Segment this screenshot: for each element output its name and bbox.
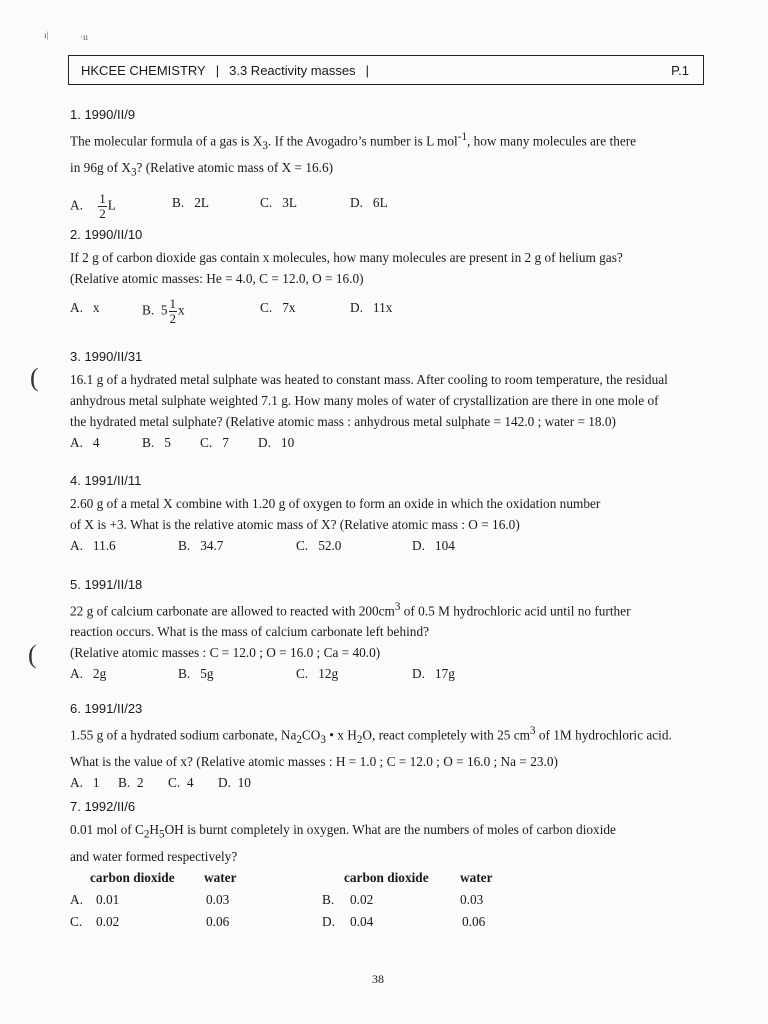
question-number: 1. 1990/II/9 [70, 107, 136, 122]
question-2 [70, 224, 735, 326]
option-letter: D. [412, 538, 425, 553]
fraction [98, 192, 107, 221]
question-1 [70, 104, 735, 221]
option-b[interactable] [142, 297, 185, 326]
option-d[interactable] [218, 772, 251, 793]
options-row [70, 663, 735, 685]
option-d[interactable] [322, 911, 335, 932]
question-text: reaction occurs. What is the mass of calcium carbonate left behind? [70, 624, 429, 640]
option-value: 0.04 [350, 913, 374, 929]
option-value: 0.01 [96, 891, 120, 907]
option-value: 0.06 [462, 913, 486, 929]
option-value: 4 [92, 435, 100, 450]
option-letter: C. [296, 666, 309, 682]
text-segment: CO [301, 727, 321, 743]
header-separator: | [215, 62, 220, 78]
answer-table-row [70, 911, 735, 933]
option-letter: A. [70, 775, 83, 791]
margin-bracket-mark: ( [30, 363, 39, 392]
question-text [70, 721, 735, 751]
option-letter: D. [412, 666, 425, 682]
option-letter: A. [70, 666, 83, 682]
subscript: 3 [262, 140, 268, 153]
superscript: 3 [394, 601, 401, 613]
option-d[interactable] [350, 297, 392, 318]
fraction-numerator: 1 [99, 190, 106, 206]
option-value: 0.03 [460, 891, 484, 907]
option-letter: A. [70, 538, 83, 553]
option-letter: A. [70, 197, 83, 213]
option-value: x [92, 300, 100, 315]
option-d[interactable] [412, 535, 455, 556]
option-value: x [178, 302, 185, 318]
option-c[interactable] [260, 297, 295, 318]
column-header-water: water [204, 869, 237, 885]
option-a[interactable] [70, 889, 83, 910]
fraction-numerator: 1 [169, 296, 177, 311]
option-letter: C. [260, 300, 273, 315]
option-letter: C. [200, 435, 213, 450]
option-value: 10 [237, 775, 251, 791]
option-value: 1 [92, 775, 100, 791]
option-value: 7 [222, 435, 229, 450]
question-number: 4. 1991/II/11 [70, 473, 142, 488]
question-number: 3. 1990/II/31 [70, 349, 143, 364]
option-c[interactable] [296, 663, 338, 684]
option-letter: D. [350, 194, 363, 210]
option-c[interactable] [260, 192, 297, 213]
option-letter: D. [322, 913, 335, 929]
text-segment: , how many molecules are there [466, 133, 637, 149]
option-letter: B. [322, 891, 335, 907]
option-b[interactable] [178, 535, 223, 556]
text-segment: • x H [325, 727, 357, 743]
option-value: 2 [136, 775, 144, 791]
question-text: (Relative atomic masses: He = 4.0, C = 12.0, O = 16.0) [70, 271, 364, 286]
header-separator: | [365, 62, 369, 78]
option-value: 2L [194, 194, 209, 210]
question-number: 6. 1991/II/23 [70, 701, 143, 716]
question-text: anhydrous metal sulphate weighted 7.1 g. How many moles of water of crystallization are there in one mole of [70, 393, 659, 408]
answer-table-header [70, 867, 735, 889]
text-segment: ? (Relative atomic mass of X = 16.6) [136, 160, 334, 176]
column-header-water: water [460, 869, 493, 885]
option-value: 11.6 [92, 538, 116, 553]
question-4 [70, 470, 735, 557]
superscript: 3 [530, 725, 536, 737]
options-row [70, 432, 735, 454]
option-letter: C. [296, 538, 309, 553]
option-a[interactable] [70, 297, 100, 318]
question-5 [70, 574, 735, 685]
question-6 [70, 698, 735, 794]
option-letter: C. [70, 913, 83, 929]
subscript: 2 [296, 734, 302, 747]
text-segment: of 0.5 M hydrochloric acid until no further [400, 603, 631, 619]
text-segment: in 96g of X [70, 160, 131, 176]
option-value: 12g [318, 666, 339, 682]
option-value: 7x [282, 300, 296, 315]
course-title: HKCEE CHEMISTRY [81, 62, 206, 78]
option-a[interactable] [70, 663, 106, 684]
text-segment: The molecular formula of a gas is X [70, 133, 263, 149]
option-d[interactable] [258, 432, 294, 453]
options-row [70, 772, 735, 794]
page-number: 38 [372, 972, 384, 986]
option-value: 4 [186, 775, 194, 791]
fraction-denominator: 2 [99, 205, 106, 221]
question-number: 5. 1991/II/18 [70, 577, 143, 592]
fraction-denominator: 2 [169, 311, 177, 326]
option-letter: D. [350, 300, 363, 315]
option-letter: C. [168, 775, 181, 791]
question-text: the hydrated metal sulphate? (Relative atomic mass : anhydrous metal sulphate = 142.0 ; water = 18.0) [70, 414, 616, 429]
question-number: 2. 1990/II/10 [70, 227, 143, 242]
option-letter: C. [260, 194, 273, 210]
option-value: 5g [200, 666, 214, 682]
answer-table-row [70, 889, 735, 911]
option-value: 0.02 [350, 891, 374, 907]
option-value: 11x [372, 300, 393, 315]
option-value: 3L [282, 194, 297, 210]
question-text: If 2 g of carbon dioxide gas contain x molecules, how many molecules are present in 2 g of helium gas? [70, 250, 623, 265]
subscript: 5 [159, 828, 165, 841]
column-header-carbon-dioxide: carbon dioxide [90, 869, 175, 885]
option-value: 2g [92, 666, 107, 682]
subscript: 2 [356, 734, 363, 747]
option-letter: A. [70, 435, 83, 450]
question-text: of X is +3. What is the relative atomic mass of X? (Relative atomic mass : O = 16.0) [70, 517, 520, 532]
question-text [70, 157, 735, 184]
question-3 [70, 346, 735, 454]
option-value: 0.06 [206, 913, 230, 929]
option-d[interactable] [350, 192, 388, 213]
margin-bracket-mark: ( [28, 640, 37, 669]
options-row [70, 535, 735, 557]
option-value: 10 [280, 435, 295, 450]
text-segment: OH is burnt completely in oxygen. What are the numbers of moles of carbon dioxide [164, 822, 616, 837]
options-row [70, 291, 735, 326]
text-segment: H [149, 822, 160, 837]
scan-mark: ·ıı [80, 32, 88, 42]
subscript: 3 [320, 734, 326, 747]
text-segment: O, react completely with 25 cm [362, 727, 531, 743]
text-segment: 1.55 g of a hydrated sodium carbonate, Na [70, 727, 297, 743]
option-letter: B. [178, 666, 191, 682]
question-text: What is the value of x? (Relative atomic masses : H = 1.0 ; C = 12.0 ; O = 16.0 ; Na = 23.0) [70, 754, 558, 770]
options-row [70, 186, 735, 221]
option-d[interactable] [412, 663, 455, 684]
subscript: 3 [130, 166, 137, 179]
subscript: 2 [143, 828, 150, 841]
option-value: 6L [372, 194, 388, 210]
option-letter: B. [142, 435, 155, 450]
scan-mark: ı| [44, 30, 49, 40]
page-header [68, 55, 704, 85]
superscript: -1 [457, 131, 467, 143]
question-text: (Relative atomic masses : C = 12.0 ; O = 16.0 ; Ca = 40.0) [70, 645, 381, 661]
option-letter: D. [258, 435, 271, 450]
question-text: and water formed respectively? [70, 848, 238, 864]
option-c[interactable] [70, 911, 82, 932]
option-b[interactable] [178, 663, 213, 684]
option-value: 17g [434, 666, 455, 682]
option-letter: B. [172, 194, 185, 210]
option-value: 104 [434, 538, 455, 553]
option-letter: D. [218, 775, 231, 791]
option-value: 52.0 [318, 538, 342, 553]
topic-title: 3.3 Reactivity masses [229, 62, 356, 78]
option-value: 5 [164, 435, 171, 450]
option-a[interactable] [70, 535, 116, 556]
question-number: 7. 1992/II/6 [70, 799, 136, 814]
option-b[interactable] [118, 772, 144, 793]
question-text: 2.60 g of a metal X combine with 1.20 g of oxygen to form an oxide in which the oxidation number [70, 496, 601, 511]
option-value: 0.03 [206, 891, 230, 907]
fraction [169, 297, 178, 326]
text-segment: . If the Avogadro’s number is L mol [267, 133, 458, 149]
text-segment: 22 g of calcium carbonate are allowed to reacted with 200cm [70, 603, 395, 619]
option-letter: B. [142, 302, 155, 318]
question-text: 16.1 g of a hydrated metal sulphate was heated to constant mass. After cooling to room temperature, the residual [70, 372, 668, 387]
text-segment: 0.01 mol of C [70, 822, 144, 837]
option-letter: B. [178, 538, 191, 553]
question-text [70, 127, 735, 157]
question-7 [70, 796, 735, 933]
column-header-carbon-dioxide: carbon dioxide [344, 869, 429, 885]
option-b[interactable] [142, 432, 171, 453]
option-value: 34.7 [200, 538, 224, 553]
question-text [70, 819, 735, 846]
option-letter: B. [118, 775, 131, 791]
option-a[interactable] [70, 192, 116, 221]
page-label: P.1 [671, 62, 689, 78]
option-c[interactable] [200, 432, 229, 453]
option-c[interactable] [168, 772, 194, 793]
option-value: L [107, 197, 116, 213]
text-segment: of 1M hydrochloric acid. [535, 727, 672, 743]
option-letter: A. [70, 300, 83, 315]
option-c[interactable] [296, 535, 341, 556]
option-b[interactable] [172, 192, 209, 213]
option-a[interactable] [70, 772, 100, 793]
option-whole: 5 [160, 302, 168, 318]
option-value: 0.02 [96, 913, 120, 929]
option-b[interactable] [322, 889, 334, 910]
question-text [70, 597, 735, 621]
option-a[interactable] [70, 432, 100, 453]
option-letter: A. [70, 891, 83, 907]
